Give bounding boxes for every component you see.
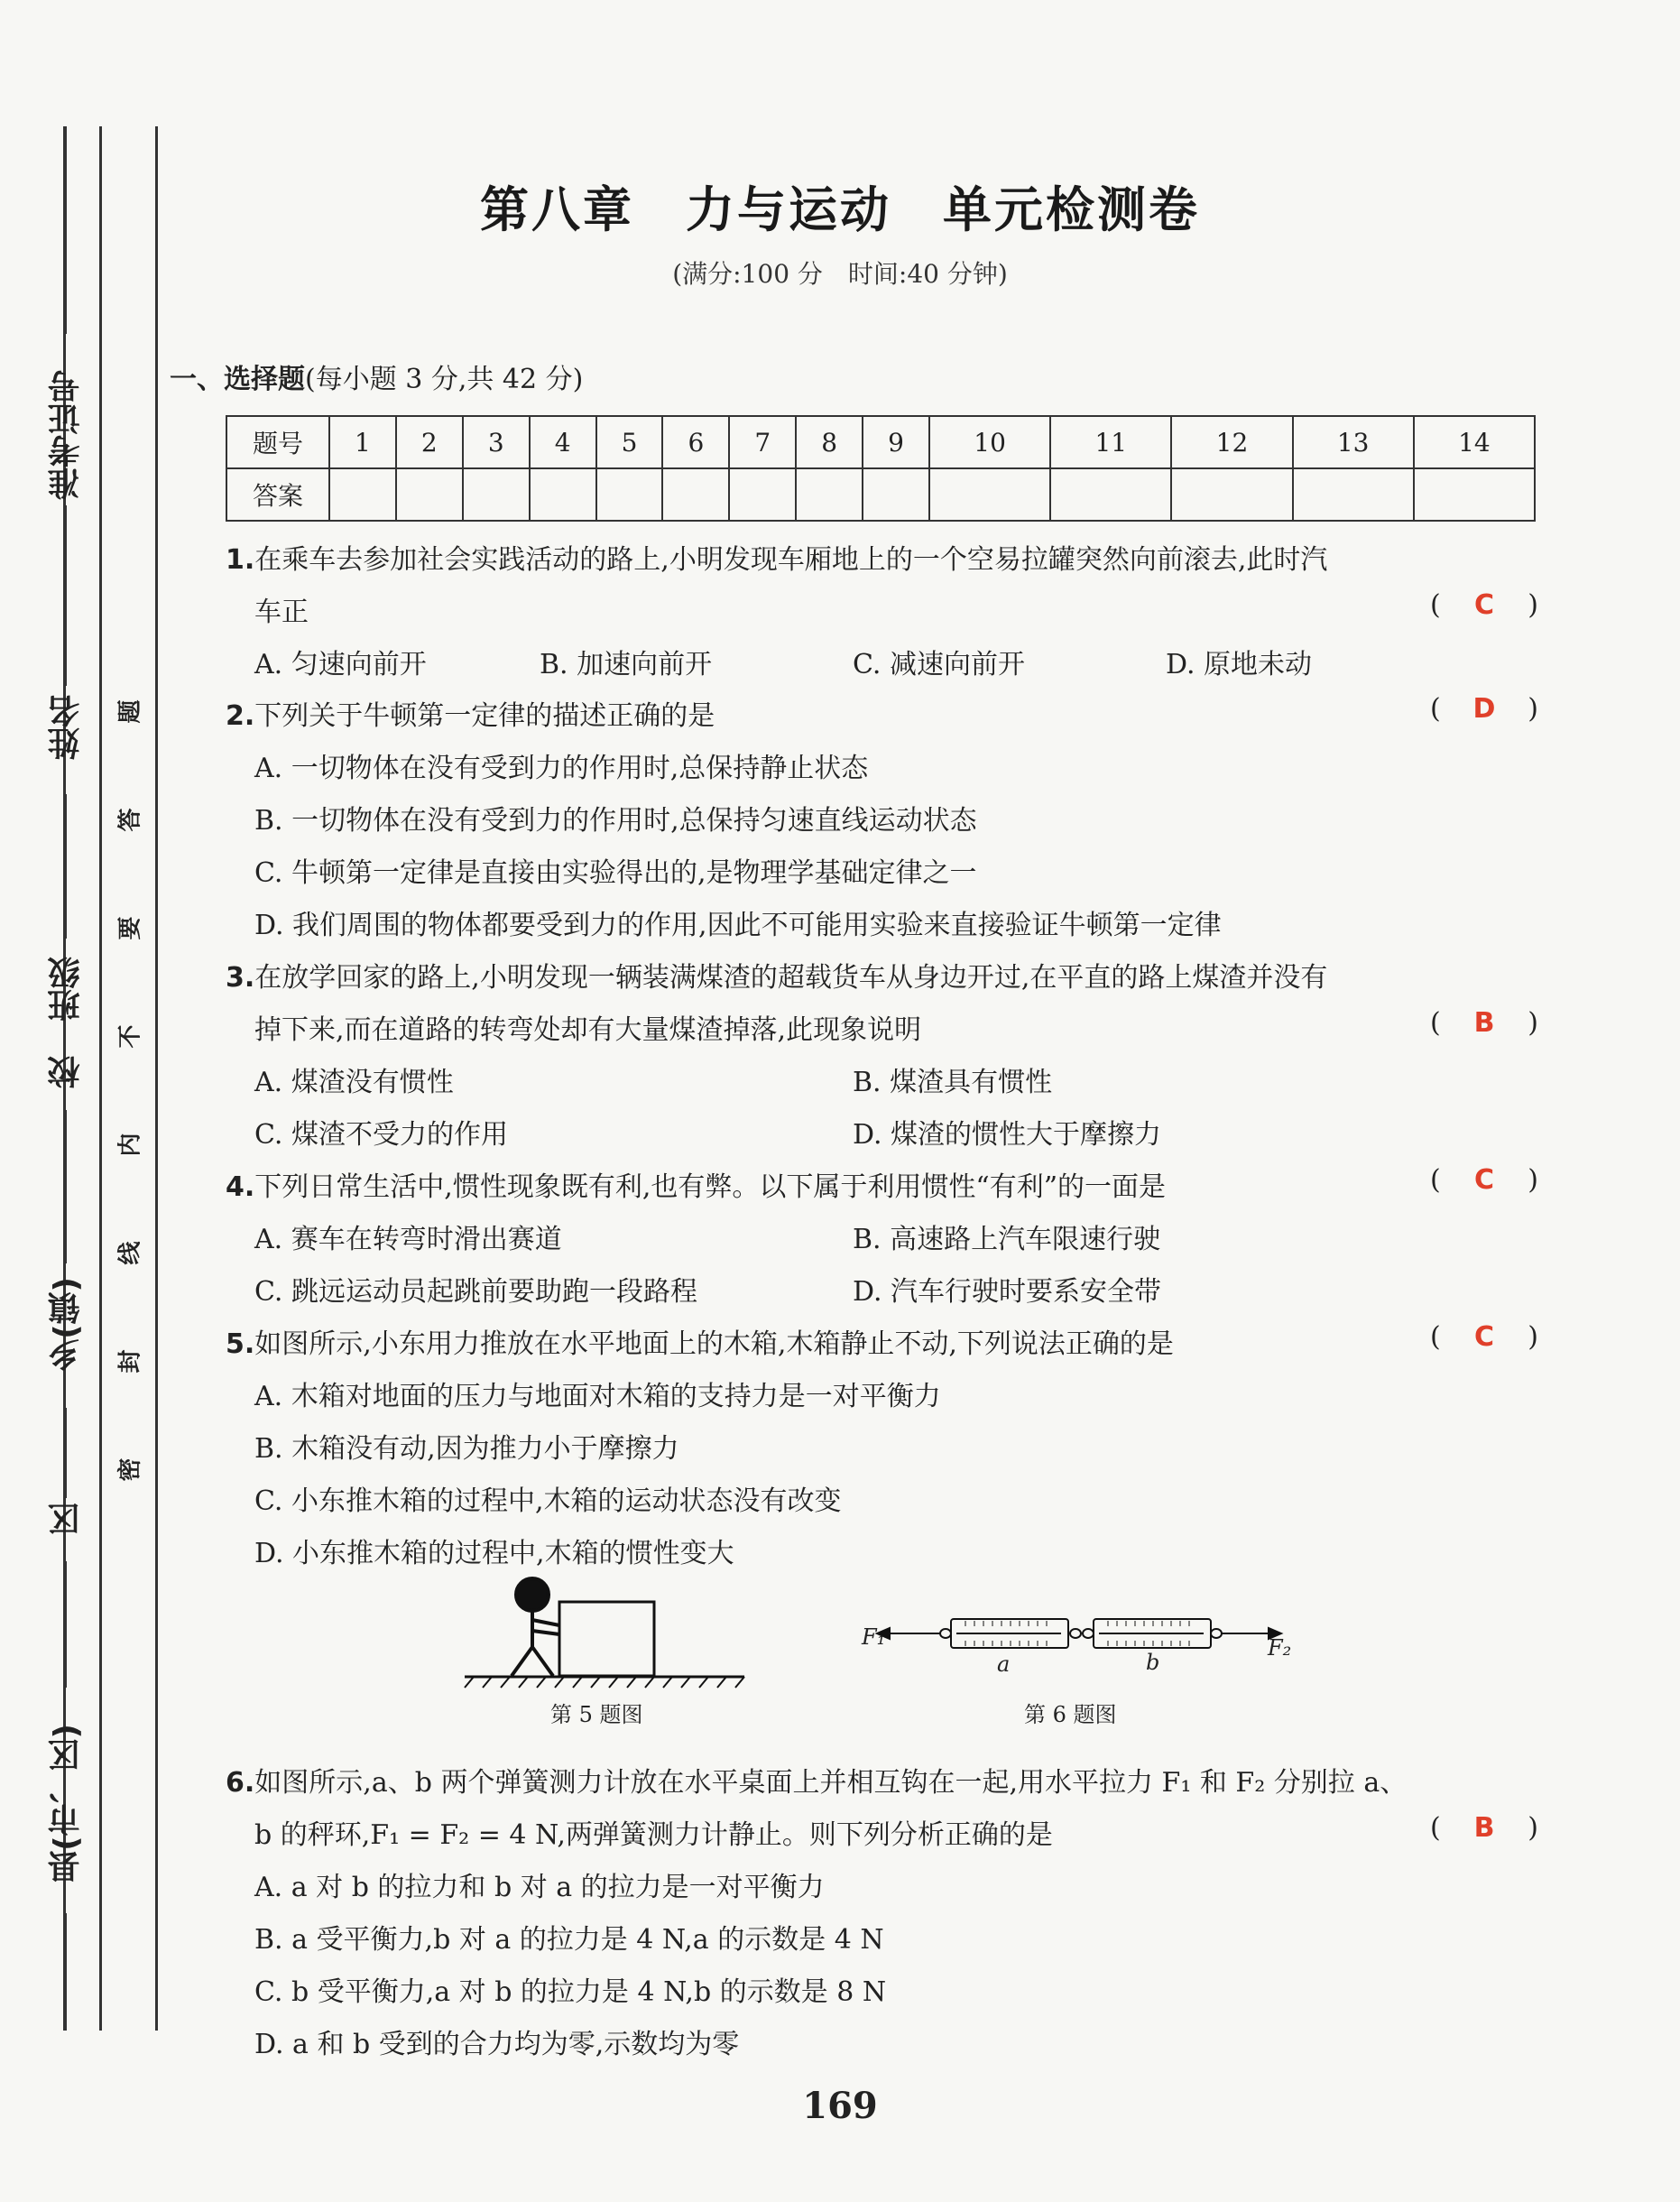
answer-cell[interactable] bbox=[863, 468, 929, 521]
question-6-line1 bbox=[226, 1760, 1407, 1800]
option[interactable]: D. a 和 b 受到的合力均为零,示数均为零 bbox=[254, 2029, 740, 2060]
option[interactable]: D. 汽车行驶时要系安全带 bbox=[853, 1276, 1162, 1308]
answer-cell[interactable] bbox=[662, 468, 729, 521]
answer-cell[interactable] bbox=[1171, 468, 1292, 521]
name-label: 姓名 bbox=[48, 695, 85, 760]
wooden-box bbox=[559, 1602, 654, 1676]
class-blank bbox=[63, 794, 67, 939]
answer-cell[interactable] bbox=[329, 468, 396, 521]
town-blank bbox=[63, 1408, 67, 1498]
answer-mark: C bbox=[1473, 1321, 1495, 1353]
exam-no-label: 准考证号 bbox=[48, 370, 85, 500]
question-6-line2: b 的秤环,F₁ = F₂ = 4 N,两弹簧测力计静止。则下列分析正确的是 bbox=[254, 1819, 1053, 1851]
school-label: 校 bbox=[48, 1056, 85, 1088]
district-blank bbox=[63, 1561, 67, 1688]
question-text: 在放学回家的路上,小明发现一辆装满煤渣的超载货车从身边开过,在平直的路上煤渣并没有 bbox=[254, 962, 1328, 994]
seal-char-5: 内 bbox=[116, 1133, 144, 1157]
option[interactable]: A. 木箱对地面的压力与地面对木箱的支持力是一对平衡力 bbox=[254, 1381, 941, 1412]
seal-char-7: 封 bbox=[116, 1349, 144, 1374]
answer-cell[interactable] bbox=[796, 468, 863, 521]
question-number: 6. bbox=[226, 1767, 255, 1799]
answer-paren: ( B ) bbox=[1430, 1812, 1538, 1844]
county-blank bbox=[63, 1913, 67, 2031]
answer-table-number-row bbox=[226, 416, 1535, 468]
table-cell-number: 7 bbox=[729, 416, 796, 468]
answer-cell[interactable] bbox=[396, 468, 463, 521]
question-3-line2: 掉下来,而在道路的转弯处却有大量煤渣掉落,此现象说明 bbox=[254, 1014, 922, 1046]
seal-char-2: 答 bbox=[116, 808, 144, 832]
option[interactable]: B. 一切物体在没有受到力的作用时,总保持匀速直线运动状态 bbox=[254, 805, 977, 837]
question-text: 下列日常生活中,惯性现象既有利,也有弊。以下属于利用惯性“有利”的一面是 bbox=[254, 1171, 1167, 1203]
table-cell-number: 12 bbox=[1171, 416, 1292, 468]
scale-a-label: a bbox=[997, 1652, 1011, 1677]
answer-cell[interactable] bbox=[929, 468, 1050, 521]
option[interactable]: B. 煤渣具有惯性 bbox=[853, 1067, 1053, 1098]
figure-6-caption: 第 6 题图 bbox=[1024, 1702, 1117, 1727]
table-cell-number: 1 bbox=[329, 416, 396, 468]
question-2-line1 bbox=[226, 693, 715, 733]
name-blank bbox=[63, 505, 67, 686]
question-1-line1 bbox=[226, 537, 1327, 577]
option[interactable]: B. 加速向前开 bbox=[540, 649, 713, 680]
district-label: 区 bbox=[48, 1503, 85, 1535]
option[interactable]: C. 跳远运动员起跳前要助跑一段路程 bbox=[254, 1276, 697, 1308]
question-3-line1 bbox=[226, 955, 1327, 995]
option[interactable]: C. 小东推木箱的过程中,木箱的运动状态没有改变 bbox=[254, 1485, 842, 1517]
answer-cell[interactable] bbox=[729, 468, 796, 521]
margin-line-seal bbox=[155, 126, 158, 2031]
option[interactable]: A. a 对 b 的拉力和 b 对 a 的拉力是一对平衡力 bbox=[254, 1872, 825, 1903]
answer-cell[interactable] bbox=[1414, 468, 1535, 521]
f1-label: F₁ bbox=[862, 1624, 886, 1650]
answer-mark: B bbox=[1473, 1007, 1495, 1039]
table-cell-number: 10 bbox=[929, 416, 1050, 468]
seal-char-3: 要 bbox=[116, 916, 144, 940]
ground-hatching bbox=[465, 1677, 744, 1688]
question-number: 4. bbox=[226, 1171, 255, 1203]
table-cell-number: 13 bbox=[1293, 416, 1414, 468]
option[interactable]: D. 我们周围的物体都要受到力的作用,因此不可能用实验来直接验证牛顿第一定律 bbox=[254, 910, 1222, 941]
seal-char-4: 不 bbox=[116, 1024, 144, 1049]
exam-subtitle: (满分:100 分 时间:40 分钟) bbox=[672, 259, 1008, 289]
table-cell-number: 2 bbox=[396, 416, 463, 468]
section-note: (每小题 3 分,共 42 分) bbox=[305, 364, 584, 395]
answer-table bbox=[226, 415, 1536, 522]
table-cell-number: 3 bbox=[463, 416, 530, 468]
person-figure bbox=[512, 1578, 559, 1676]
question-number: 2. bbox=[226, 700, 255, 732]
table-cell-number: 6 bbox=[662, 416, 729, 468]
question-text: 在乘车去参加社会实践活动的路上,小明发现车厢地上的一个空易拉罐突然向前滚去,此时汽 bbox=[254, 544, 1328, 576]
answer-cell[interactable] bbox=[463, 468, 530, 521]
option[interactable]: B. 木箱没有动,因为推力小于摩擦力 bbox=[254, 1433, 679, 1465]
answer-paren: ( C ) bbox=[1430, 1164, 1538, 1196]
option[interactable]: C. 牛顿第一定律是直接由实验得出的,是物理学基础定律之一 bbox=[254, 857, 977, 889]
seal-char-8: 密 bbox=[116, 1457, 144, 1482]
option[interactable]: D. 原地未动 bbox=[1166, 649, 1313, 680]
figure-5-caption: 第 5 题图 bbox=[550, 1702, 643, 1727]
margin-line-inner bbox=[99, 126, 102, 2031]
question-number: 5. bbox=[226, 1328, 255, 1360]
answer-table-answer-row bbox=[226, 468, 1535, 521]
question-5-line1 bbox=[226, 1321, 1174, 1361]
answer-cell[interactable] bbox=[596, 468, 663, 521]
table-cell-number: 8 bbox=[796, 416, 863, 468]
school-blank bbox=[63, 1110, 67, 1263]
question-text: 如图所示,a、b 两个弹簧测力计放在水平桌面上并相互钩在一起,用水平拉力 F₁ 和 F₂ 分别拉 a、 bbox=[254, 1767, 1408, 1799]
answer-cell[interactable] bbox=[1050, 468, 1171, 521]
table-cell-number: 5 bbox=[596, 416, 663, 468]
answer-mark: D bbox=[1472, 693, 1496, 725]
answer-paren: ( D ) bbox=[1430, 693, 1538, 725]
answer-paren: ( C ) bbox=[1430, 1321, 1538, 1353]
table-cell-number: 9 bbox=[863, 416, 929, 468]
question-number: 3. bbox=[226, 962, 255, 994]
section-title: 一、选择题 bbox=[170, 364, 305, 395]
figure-6-spring-scales bbox=[857, 1606, 1299, 1688]
question-1-line2: 车正 bbox=[254, 597, 309, 628]
f2-label: F₂ bbox=[1268, 1635, 1292, 1661]
option[interactable]: C. 煤渣不受力的作用 bbox=[254, 1119, 508, 1151]
table-cell-label: 答案 bbox=[226, 468, 329, 521]
table-cell-number: 14 bbox=[1414, 416, 1535, 468]
option[interactable]: B. a 受平衡力,b 对 a 的拉力是 4 N,a 的示数是 4 N bbox=[254, 1924, 884, 1956]
option[interactable]: A. 煤渣没有惯性 bbox=[254, 1067, 454, 1098]
option[interactable]: C. 减速向前开 bbox=[853, 649, 1025, 680]
class-label: 班级 bbox=[48, 957, 85, 1022]
answer-cell[interactable] bbox=[530, 468, 596, 521]
question-text: 下列关于牛顿第一定律的描述正确的是 bbox=[254, 700, 715, 732]
answer-mark: C bbox=[1473, 1164, 1495, 1196]
question-4-line1 bbox=[226, 1164, 1166, 1204]
page-number: 169 bbox=[802, 2085, 878, 2127]
option[interactable]: C. b 受平衡力,a 对 b 的拉力是 4 N,b 的示数是 8 N bbox=[254, 1976, 887, 2008]
option[interactable]: A. 赛车在转弯时滑出赛道 bbox=[254, 1224, 562, 1255]
question-number: 1. bbox=[226, 544, 255, 576]
table-cell-label: 题号 bbox=[226, 416, 329, 468]
county-label: 县(市、区) bbox=[48, 1724, 85, 1883]
table-cell-number: 4 bbox=[530, 416, 596, 468]
town-label: 乡(镇) bbox=[48, 1277, 85, 1372]
option[interactable]: B. 高速路上汽车限速行驶 bbox=[853, 1224, 1161, 1255]
seal-char-6: 线 bbox=[116, 1241, 144, 1265]
page-title: 第八章 力与运动 单元检测卷 bbox=[480, 181, 1200, 238]
figure-5-push-box bbox=[456, 1575, 753, 1692]
option[interactable]: D. 小东推木箱的过程中,木箱的惯性变大 bbox=[254, 1538, 734, 1569]
answer-cell[interactable] bbox=[1293, 468, 1414, 521]
option[interactable]: A. 匀速向前开 bbox=[254, 649, 427, 680]
section-heading bbox=[170, 356, 583, 396]
answer-mark: C bbox=[1473, 589, 1495, 621]
question-text: 如图所示,小东用力推放在水平地面上的木箱,木箱静止不动,下列说法正确的是 bbox=[254, 1328, 1174, 1360]
scale-b-label: b bbox=[1146, 1650, 1160, 1675]
table-cell-number: 11 bbox=[1050, 416, 1171, 468]
option[interactable]: D. 煤渣的惯性大于摩擦力 bbox=[853, 1119, 1162, 1151]
option[interactable]: A. 一切物体在没有受到力的作用时,总保持静止状态 bbox=[254, 753, 869, 784]
seal-char-1: 题 bbox=[116, 699, 144, 724]
answer-paren: ( B ) bbox=[1430, 1007, 1538, 1039]
answer-paren: ( C ) bbox=[1430, 589, 1538, 621]
answer-mark: B bbox=[1473, 1812, 1495, 1844]
